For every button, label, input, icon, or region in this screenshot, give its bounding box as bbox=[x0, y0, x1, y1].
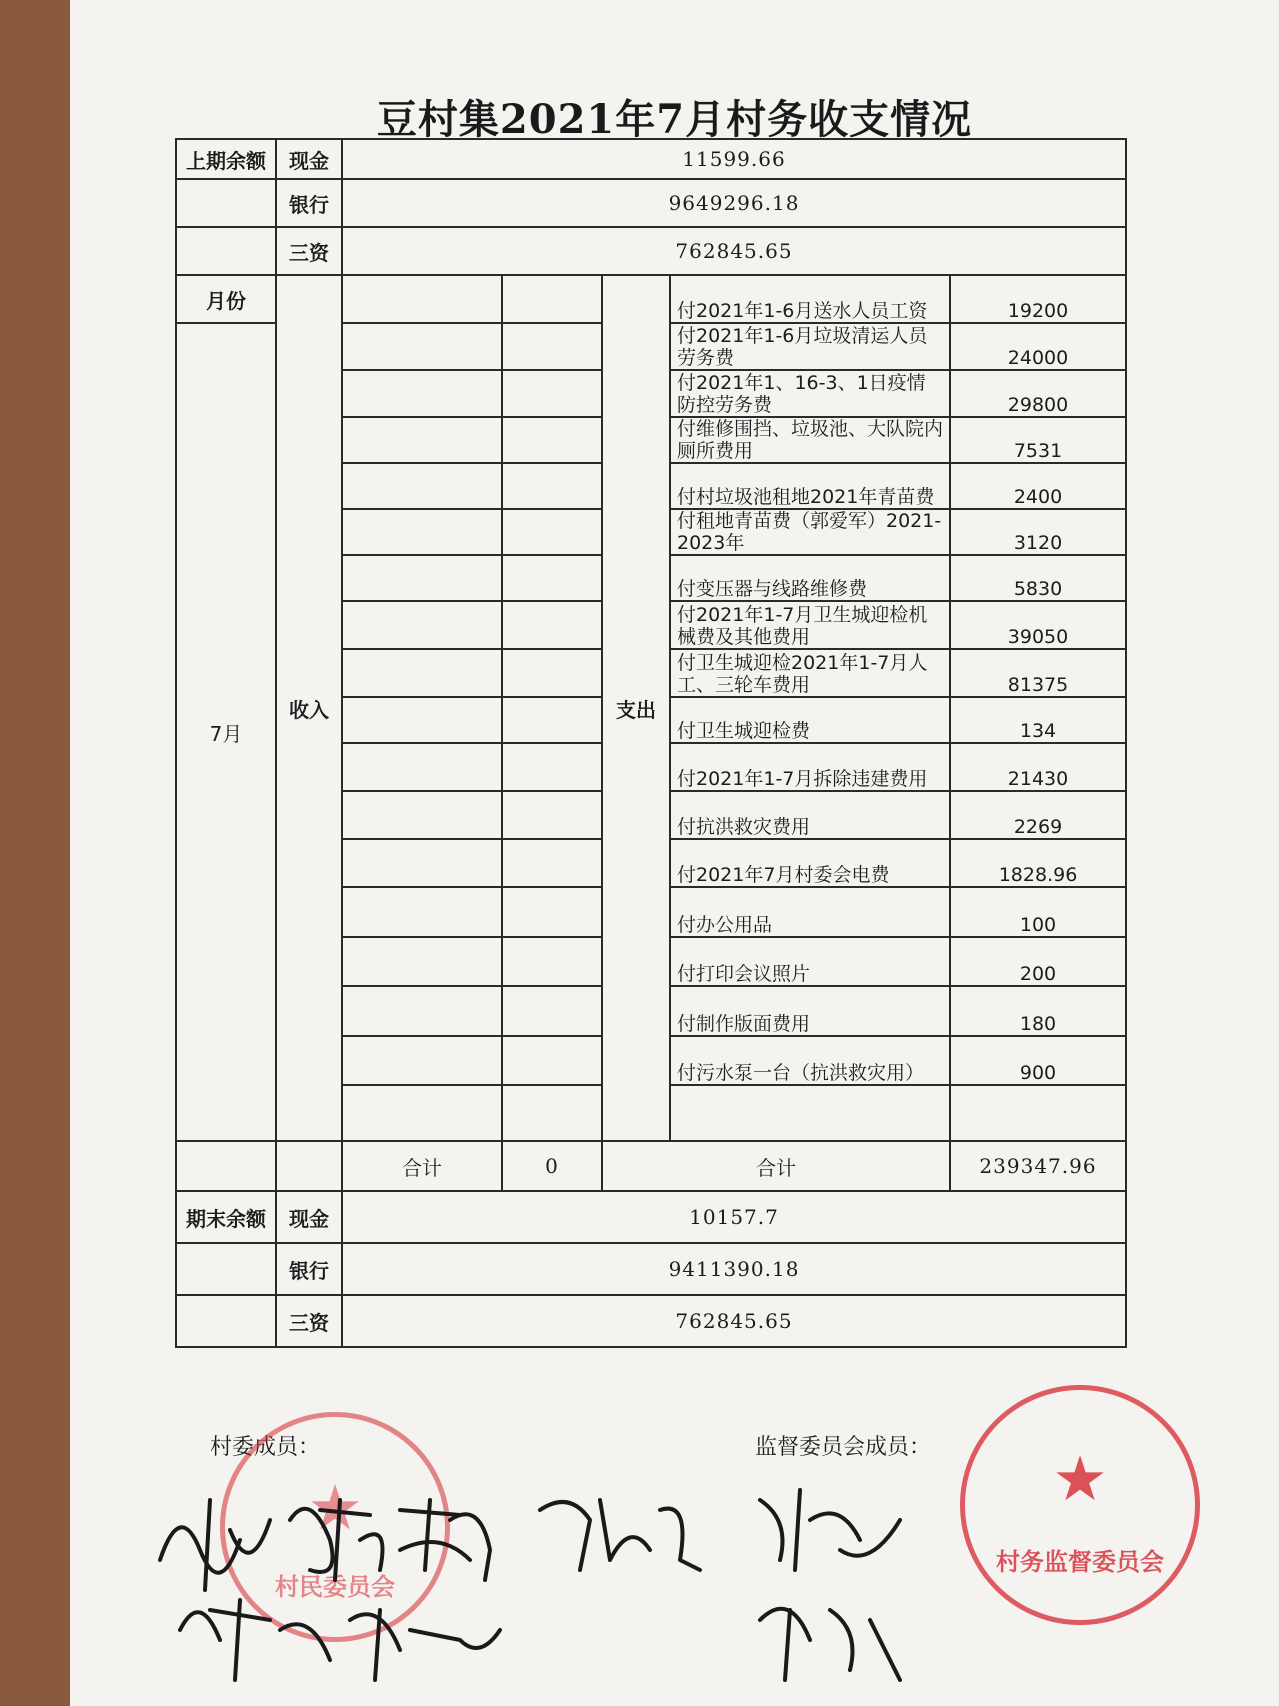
expense-item: 付污水泵一台（抗洪救灾用） bbox=[670, 1036, 950, 1085]
document-paper bbox=[70, 0, 1279, 1706]
income-amount-cell bbox=[502, 791, 602, 839]
expense-amount: 5830 bbox=[950, 555, 1126, 601]
opening-cash-row bbox=[176, 139, 1126, 179]
seal-left-text: 村民委员会 bbox=[275, 1573, 395, 1601]
expense-item: 付抗洪救灾费用 bbox=[670, 791, 950, 839]
expense-amount: 3120 bbox=[950, 509, 1126, 555]
income-item-cell bbox=[342, 887, 502, 937]
closing-cash-label: 现金 bbox=[276, 1191, 342, 1243]
closing-bank-value: 9411390.18 bbox=[342, 1243, 1126, 1295]
closing-assets-value: 762845.65 bbox=[342, 1295, 1126, 1347]
income-amount-cell bbox=[502, 555, 602, 601]
income-item-cell bbox=[342, 463, 502, 509]
expense-item: 付卫生城迎检费 bbox=[670, 697, 950, 743]
income-amount-cell bbox=[502, 839, 602, 887]
income-amount-cell bbox=[502, 509, 602, 555]
closing-cash-row bbox=[176, 1191, 1126, 1243]
committee-members-label: 村委成员： bbox=[210, 1435, 321, 1460]
expense-amount: 134 bbox=[950, 697, 1126, 743]
expense-item: 付租地青苗费（郭爱军）2021-2023年 bbox=[670, 509, 950, 555]
month-header-label: 月份 bbox=[176, 275, 276, 323]
seal-right-text: 村务监督委员会 bbox=[996, 1548, 1164, 1576]
expense-amount: 100 bbox=[950, 887, 1126, 937]
closing-assets-label: 三资 bbox=[276, 1295, 342, 1347]
opening-assets-label: 三资 bbox=[276, 227, 342, 275]
expense-label: 支出 bbox=[602, 275, 670, 1141]
income-item-cell bbox=[342, 649, 502, 697]
expense-amount: 7531 bbox=[950, 417, 1126, 463]
supervision-committee-seal: ★ 村务监督委员会 bbox=[960, 1385, 1200, 1625]
expense-total-label: 合计 bbox=[602, 1141, 950, 1191]
opening-cash-value: 11599.66 bbox=[342, 139, 1126, 179]
income-item-cell bbox=[342, 370, 502, 417]
opening-cash-label: 现金 bbox=[276, 139, 342, 179]
expense-amount: 180 bbox=[950, 986, 1126, 1036]
expense-item: 付2021年1-7月卫生城迎检机械费及其他费用 bbox=[670, 601, 950, 649]
income-amount-cell bbox=[502, 323, 602, 370]
month-value: 7月 bbox=[176, 323, 276, 1141]
expense-amount: 39050 bbox=[950, 601, 1126, 649]
expense-amount: 900 bbox=[950, 1036, 1126, 1085]
income-amount-cell bbox=[502, 743, 602, 791]
income-item-cell bbox=[342, 697, 502, 743]
income-amount-cell bbox=[502, 417, 602, 463]
expense-item: 付制作版面费用 bbox=[670, 986, 950, 1036]
closing-bank-label: 银行 bbox=[276, 1243, 342, 1295]
expense-amount bbox=[950, 1085, 1126, 1141]
income-item-cell bbox=[342, 323, 502, 370]
income-item-cell bbox=[342, 791, 502, 839]
expense-item: 付2021年1-6月送水人员工资 bbox=[670, 275, 950, 323]
expense-item: 付2021年1-7月拆除违建费用 bbox=[670, 743, 950, 791]
handwritten-signatures bbox=[140, 1460, 1240, 1700]
income-item-cell bbox=[342, 555, 502, 601]
closing-bank-row bbox=[176, 1243, 1126, 1295]
income-item-cell bbox=[342, 839, 502, 887]
expense-amount: 2269 bbox=[950, 791, 1126, 839]
expense-row bbox=[176, 275, 1126, 323]
income-amount-cell bbox=[502, 887, 602, 937]
income-amount-cell bbox=[502, 601, 602, 649]
income-amount-cell bbox=[502, 697, 602, 743]
income-item-cell bbox=[342, 937, 502, 986]
income-item-cell bbox=[342, 743, 502, 791]
expense-item: 付村垃圾池租地2021年青苗费 bbox=[670, 463, 950, 509]
income-amount-cell bbox=[502, 649, 602, 697]
income-amount-cell bbox=[502, 275, 602, 323]
expense-amount: 81375 bbox=[950, 649, 1126, 697]
income-amount-cell bbox=[502, 463, 602, 509]
opening-bank-value: 9649296.18 bbox=[342, 179, 1126, 227]
page-title: 豆村集2021年7月村务收支情况 bbox=[376, 96, 973, 143]
income-item-cell bbox=[342, 275, 502, 323]
income-item-cell bbox=[342, 601, 502, 649]
opening-assets-row bbox=[176, 227, 1126, 275]
expense-item: 付2021年7月村委会电费 bbox=[670, 839, 950, 887]
expense-item: 付变压器与线路维修费 bbox=[670, 555, 950, 601]
expense-item: 付打印会议照片 bbox=[670, 937, 950, 986]
expense-item: 付2021年1、16-3、1日疫情防控劳务费 bbox=[670, 370, 950, 417]
income-item-cell bbox=[342, 417, 502, 463]
income-item-cell bbox=[342, 509, 502, 555]
income-label: 收入 bbox=[276, 275, 342, 1141]
income-amount-cell bbox=[502, 937, 602, 986]
income-item-cell bbox=[342, 1036, 502, 1085]
closing-assets-row bbox=[176, 1295, 1126, 1347]
expense-amount: 200 bbox=[950, 937, 1126, 986]
opening-bank-label: 银行 bbox=[276, 179, 342, 227]
expense-amount: 1828.96 bbox=[950, 839, 1126, 887]
income-amount-cell bbox=[502, 1085, 602, 1141]
closing-cash-value: 10157.7 bbox=[342, 1191, 1126, 1243]
expense-item: 付2021年1-6月垃圾清运人员劳务费 bbox=[670, 323, 950, 370]
expense-amount: 21430 bbox=[950, 743, 1126, 791]
totals-row bbox=[176, 1141, 1126, 1191]
income-item-cell bbox=[342, 986, 502, 1036]
supervision-members-label: 监督委员会成员： bbox=[755, 1435, 932, 1460]
income-amount-cell bbox=[502, 986, 602, 1036]
expense-total-value: 239347.96 bbox=[950, 1141, 1126, 1191]
income-amount-cell bbox=[502, 370, 602, 417]
expense-item: 付办公用品 bbox=[670, 887, 950, 937]
expense-item bbox=[670, 1085, 950, 1141]
expense-amount: 29800 bbox=[950, 370, 1126, 417]
income-item-cell bbox=[342, 1085, 502, 1141]
expense-item: 付维修围挡、垃圾池、大队院内厕所费用 bbox=[670, 417, 950, 463]
opening-assets-value: 762845.65 bbox=[342, 227, 1126, 275]
expense-amount: 19200 bbox=[950, 275, 1126, 323]
opening-bank-row bbox=[176, 179, 1126, 227]
income-total-value: 0 bbox=[502, 1141, 602, 1191]
closing-balance-label: 期末余额 bbox=[176, 1191, 276, 1243]
expense-amount: 2400 bbox=[950, 463, 1126, 509]
expense-amount: 24000 bbox=[950, 323, 1126, 370]
income-amount-cell bbox=[502, 1036, 602, 1085]
expense-item: 付卫生城迎检2021年1-7月人工、三轮车费用 bbox=[670, 649, 950, 697]
opening-balance-label: 上期余额 bbox=[176, 139, 276, 179]
village-committee-seal: ★ 村民委员会 bbox=[220, 1412, 450, 1642]
income-total-label: 合计 bbox=[342, 1141, 502, 1191]
signature-area bbox=[140, 1430, 1279, 1706]
ledger-table bbox=[175, 138, 1127, 1348]
